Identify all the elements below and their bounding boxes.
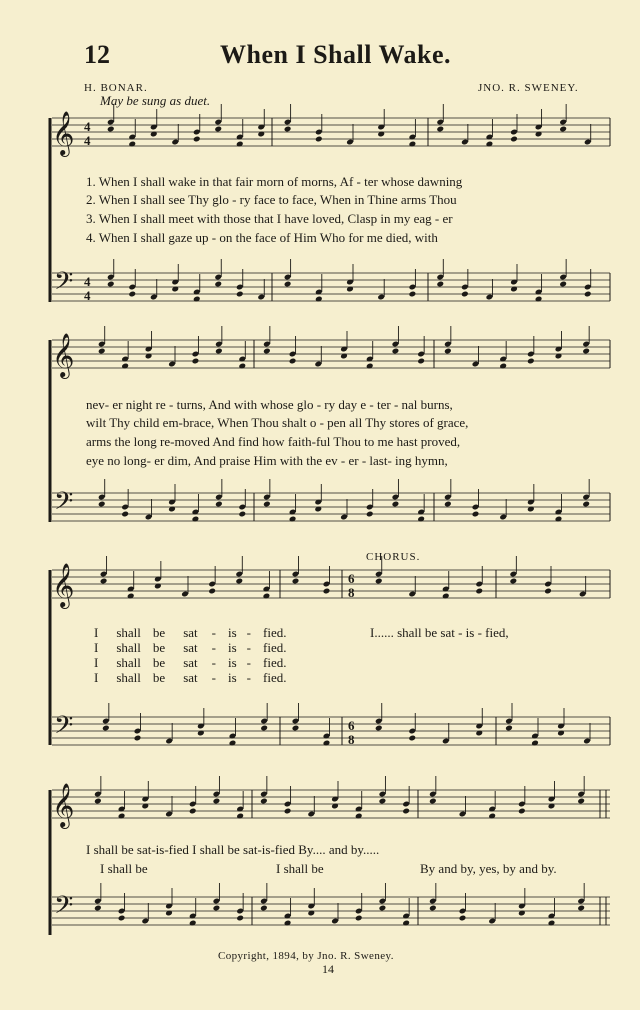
system-1-treble-note (436, 126, 444, 133)
system-4-bass-note (379, 905, 387, 912)
chorus-label: CHORUS. (366, 551, 421, 563)
system-1-bass-note (214, 281, 222, 288)
hymn-title: When I Shall Wake. (220, 40, 452, 69)
chorus-line-row-2: I shall be sat - is - fied. (94, 640, 287, 655)
system-4-treble-note (260, 798, 268, 805)
system-2-bass-note (263, 501, 271, 508)
system-3-treble-note (235, 578, 243, 585)
system-2-treble-note (582, 348, 590, 355)
hymn-number: 12 (84, 40, 110, 69)
system-3-bass-note (505, 725, 513, 732)
bass-clef: 𝄢 (54, 891, 74, 926)
system-3-treble-note (208, 588, 216, 595)
system-2-bass-note (98, 501, 106, 508)
system-3-treble-note (100, 578, 108, 585)
system-1-bass-note (236, 291, 244, 298)
verse-1-line-2: nev- er night re - turns, And with whose glo - ry day e - ter - nal burns, (86, 397, 453, 412)
system-3-treble-note (292, 578, 300, 585)
system-4-bass-note (213, 905, 221, 912)
time-signature: 4 (84, 119, 91, 134)
time-signature: 4 (84, 133, 91, 148)
system-2-bass-note (472, 511, 480, 518)
system-2-treble-note (192, 358, 200, 365)
system-3-bass-note (375, 725, 383, 732)
chorus-line-row-1: I shall be sat - is - fied. (94, 625, 287, 640)
chorus-line-b: I...... shall be sat - is - fied, (370, 625, 509, 640)
system-4-treble-note (189, 808, 197, 815)
bass-clef: 𝄢 (54, 487, 74, 522)
system-2-treble-note (444, 348, 452, 355)
system-2-bass-note (366, 511, 374, 518)
system-1-treble-note (559, 126, 567, 133)
system-4-bass-note (429, 905, 437, 912)
system-1-treble-note (315, 136, 323, 143)
system-1-treble-note (193, 136, 201, 143)
system-1-bass-note (409, 291, 417, 298)
system-1-bass-note (584, 291, 592, 298)
treble-clef: 𝄞 (52, 333, 75, 377)
composer-credit: JNO. R. SWENEY. (478, 82, 579, 94)
system-2-bass-note (238, 511, 246, 518)
page-number: 14 (322, 962, 334, 976)
chorus-line-d-3: By and by, yes, by and by. (420, 861, 557, 876)
chorus-line-row-4: I shall be sat - is - fied. (94, 670, 287, 685)
verse-1-line-1: 1. When I shall wake in that fair morn of morns, Af - ter whose dawning (86, 174, 463, 189)
system-4-treble-note (213, 798, 221, 805)
treble-clef: 𝄞 (52, 783, 75, 827)
system-4-bass-note (94, 905, 102, 912)
chorus-line-d-1: I shall be (100, 861, 148, 876)
system-4-treble-note (94, 798, 102, 805)
performance-note: May be sung as duet. (100, 93, 211, 108)
system-1-bass-note (436, 281, 444, 288)
verse-2-line-2: wilt Thy child em-brace, When Thou shalt o - pen all Thy stores of grace, (86, 415, 469, 430)
verse-3-line-2: arms the long re-moved And find how faith-ful Thou to me hast proved, (86, 434, 461, 449)
verse-3-line-1: 3. When I shall meet with those that I have loved, Clasp in my eag - er (86, 211, 453, 226)
verse-4-line-2: eye no long- er dim, And praise Him with the ev - er - last- ing hymn, (86, 453, 448, 468)
system-1-treble-note (107, 126, 115, 133)
system-4-treble-note (402, 808, 410, 815)
system-3-bass-note (408, 735, 416, 742)
system-4-treble-note (429, 798, 437, 805)
system-3-bass-note (102, 725, 110, 732)
system-3-bass-note (260, 725, 268, 732)
system-1-treble-note (510, 136, 518, 143)
system-4-bass-note (260, 905, 268, 912)
verse-2-line-1: 2. When I shall see Thy glo - ry face to face, When in Thine arms Thou (86, 192, 457, 207)
bass-clef: 𝄢 (54, 711, 74, 746)
system-4-bass-note (236, 915, 244, 922)
time-signature: 6 (348, 718, 355, 733)
system-3-bass-note (134, 735, 142, 742)
system-2-treble-note (98, 348, 106, 355)
system-4-treble-note (577, 798, 585, 805)
system-2-treble-note (417, 358, 425, 365)
system-1-bass-note (107, 281, 115, 288)
chorus-line-d-2: I shall be (276, 861, 324, 876)
system-2-treble-note (215, 348, 223, 355)
time-signature: 8 (348, 585, 355, 600)
copyright-notice: Copyright, 1894, by Jno. R. Sweney. (218, 950, 394, 962)
system-1-bass-note (461, 291, 469, 298)
treble-clef: 𝄞 (52, 563, 75, 607)
system-1-bass-note (284, 281, 292, 288)
chorus-line-row-3: I shall be sat - is - fied. (94, 655, 287, 670)
system-4-bass-note (118, 915, 126, 922)
system-3-treble-note (323, 588, 331, 595)
system-4-bass-note (355, 915, 363, 922)
system-2-treble-note (289, 358, 297, 365)
system-2-bass-note (444, 501, 452, 508)
system-2-treble-note (392, 348, 400, 355)
system-1-treble-note (284, 126, 292, 133)
system-2-bass-note (582, 501, 590, 508)
time-signature: 4 (84, 274, 91, 289)
system-3-treble-note (510, 578, 518, 585)
bass-clef: 𝄢 (54, 267, 74, 302)
system-3-treble-note (475, 588, 483, 595)
system-1-bass-note (559, 281, 567, 288)
system-1-bass-note (128, 291, 136, 298)
system-3-treble-note (544, 588, 552, 595)
system-1-treble-note (214, 126, 222, 133)
system-2-bass-note (121, 511, 129, 518)
treble-clef: 𝄞 (52, 111, 75, 155)
chorus-line-c: I shall be sat-is-fied I shall be sat-is-fied By.... and by..... (86, 842, 380, 857)
author-credit: H. BONAR. (84, 82, 148, 94)
time-signature: 6 (348, 571, 355, 586)
system-4-bass-note (459, 915, 467, 922)
verse-4-line-1: 4. When I shall gaze up - on the face of Him Who for me died, with (86, 230, 438, 245)
system-4-treble-note (379, 798, 387, 805)
system-4-treble-note (284, 808, 292, 815)
system-4-bass-note (577, 905, 585, 912)
system-3-bass-note (292, 725, 300, 732)
system-2-treble-note (263, 348, 271, 355)
system-4-treble-note (518, 808, 526, 815)
system-2-bass-note (392, 501, 400, 508)
system-2-bass-note (215, 501, 223, 508)
system-2-treble-note (527, 358, 535, 365)
time-signature: 8 (348, 732, 355, 747)
system-3-treble-note (375, 578, 383, 585)
time-signature: 4 (84, 288, 91, 303)
